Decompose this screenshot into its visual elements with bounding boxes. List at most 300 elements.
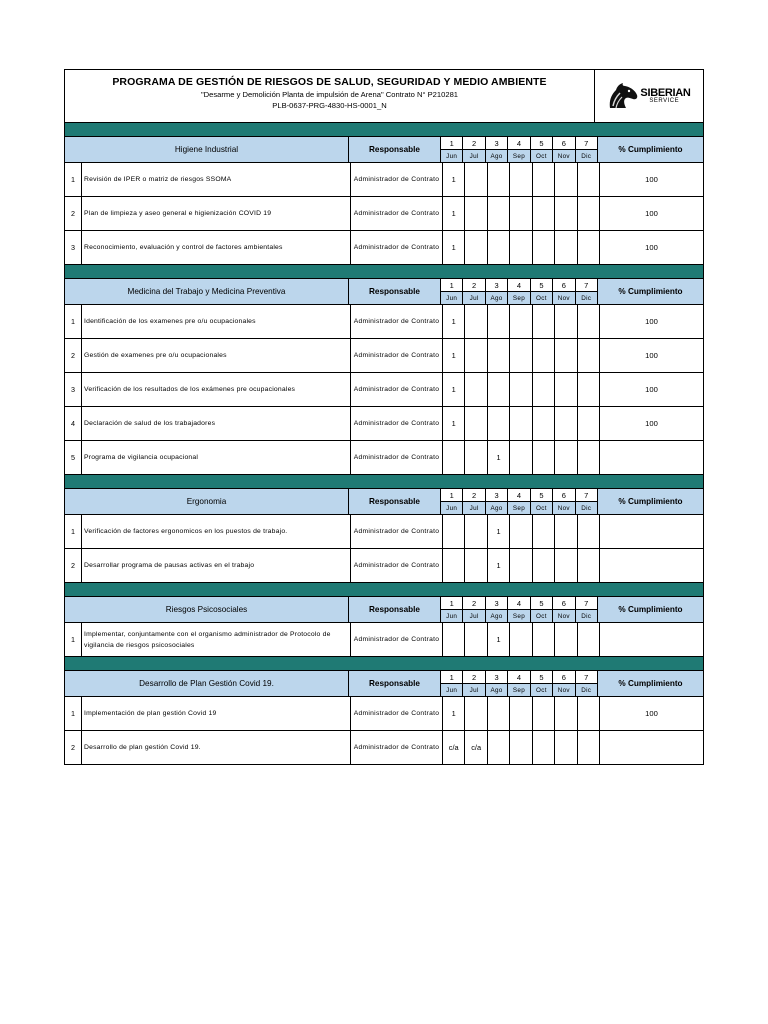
responsable-cell: Administrador de Contrato: [351, 515, 443, 548]
month-name: Jun: [446, 504, 458, 512]
section-header-row: [65, 137, 703, 163]
month-cell: [533, 515, 555, 548]
month-cell: [533, 339, 555, 372]
row-number: 1: [65, 163, 82, 196]
month-name: Ago: [490, 504, 503, 512]
task-description: Revisión de IPER o matriz de riesgos SSOMA: [82, 163, 351, 196]
month-cell: 1: [443, 305, 465, 338]
table-row: [65, 623, 703, 657]
month-name: Jul: [469, 686, 479, 694]
task-description: Implementar, conjuntamente con el organismo administrador de Protocolo de vigilancia de riesgos psicosociales: [82, 623, 351, 656]
header-text-block: [65, 70, 595, 122]
month-cell: [488, 407, 510, 440]
section-header-row: [65, 279, 703, 305]
cumplimiento-cell: [600, 731, 703, 764]
document-subtitle: "Desarme y Demolición Planta de impulsión de Arena" Contrato N° P210281: [200, 90, 459, 99]
table-row: [65, 441, 703, 475]
cumplimiento-cell: [600, 623, 703, 656]
month-name: Sep: [512, 686, 526, 694]
row-number: 2: [65, 197, 82, 230]
month-column-header: [486, 671, 508, 696]
month-cell: [533, 231, 555, 264]
month-number: 4: [508, 671, 529, 684]
section-divider-band: [65, 475, 703, 489]
month-cell: [488, 731, 510, 764]
month-cell: [555, 441, 577, 474]
month-cell: [510, 163, 532, 196]
month-cell: [510, 441, 532, 474]
section-title: Desarrollo de Plan Gestión Covid 19.: [65, 671, 349, 696]
task-description: Declaración de salud de los trabajadores: [82, 407, 351, 440]
cumplimiento-cell: 100: [645, 351, 658, 360]
month-number: 6: [553, 597, 574, 610]
month-cell: [533, 441, 555, 474]
month-name: Oct: [536, 686, 547, 694]
month-number: 2: [463, 671, 484, 684]
month-column-header: [486, 279, 508, 304]
table-row: [65, 163, 703, 197]
sections-container: [65, 123, 703, 764]
month-cell: [533, 197, 555, 230]
month-column-header: [531, 597, 553, 622]
section-header-row: [65, 597, 703, 623]
month-cell: [465, 697, 487, 730]
cumplimiento-cell: 100: [645, 419, 658, 428]
section-header-row: [65, 489, 703, 515]
month-cell: [510, 515, 532, 548]
month-cells: [443, 441, 600, 474]
month-number: 1: [441, 137, 462, 150]
table-row: [65, 731, 703, 764]
month-name: Oct: [536, 504, 547, 512]
month-cell: [578, 407, 599, 440]
month-cell: [533, 373, 555, 406]
month-cell: 1: [443, 407, 465, 440]
month-number: 6: [553, 279, 574, 292]
row-number: 1: [65, 623, 82, 656]
month-cell: [533, 697, 555, 730]
month-cell: [578, 623, 599, 656]
month-number: 3: [486, 137, 507, 150]
month-number: 1: [441, 279, 462, 292]
month-cell: [510, 697, 532, 730]
month-column-header: [576, 279, 597, 304]
month-cell: [488, 305, 510, 338]
responsable-cell: Administrador de Contrato: [351, 731, 443, 764]
month-column-header: [463, 279, 485, 304]
responsable-header: Responsable: [349, 489, 441, 514]
table-row: [65, 231, 703, 265]
month-cell: 1: [443, 163, 465, 196]
responsable-cell: Administrador de Contrato: [351, 163, 443, 196]
logo-subtext: SERVICE: [649, 97, 680, 104]
month-column-header: [441, 279, 463, 304]
month-name: Dic: [581, 504, 592, 512]
cumplimiento-cell: 100: [645, 709, 658, 718]
row-number: 4: [65, 407, 82, 440]
month-cell: [578, 231, 599, 264]
task-description: Reconocimiento, evaluación y control de factores ambientales: [82, 231, 351, 264]
section-title: Riesgos Psicosociales: [65, 597, 349, 622]
month-number: 4: [508, 597, 529, 610]
month-number: 5: [531, 489, 552, 502]
month-name: Sep: [512, 294, 526, 302]
month-cell: [533, 549, 555, 582]
month-name: Jul: [469, 504, 479, 512]
month-cells: [443, 305, 600, 338]
month-cell: 1: [443, 697, 465, 730]
responsable-cell: Administrador de Contrato: [351, 697, 443, 730]
month-column-header: [531, 137, 553, 162]
month-name: Oct: [536, 612, 547, 620]
month-column-header: [576, 671, 597, 696]
month-number: 7: [576, 671, 597, 684]
month-cell: [555, 305, 577, 338]
table-row: [65, 197, 703, 231]
responsable-cell: Administrador de Contrato: [351, 373, 443, 406]
month-name: Dic: [581, 612, 592, 620]
month-name: Ago: [490, 612, 503, 620]
month-number: 2: [463, 279, 484, 292]
row-number: 3: [65, 373, 82, 406]
logo-wordmark: SIBERIAN: [640, 86, 691, 99]
month-cells: [443, 163, 600, 196]
month-number: 5: [531, 597, 552, 610]
month-name: Nov: [557, 294, 570, 302]
month-number: 2: [463, 489, 484, 502]
month-name: Jun: [446, 686, 458, 694]
cumplimiento-cell: 100: [645, 385, 658, 394]
responsable-header: Responsable: [349, 137, 441, 162]
cumplimiento-header: % Cumplimiento: [618, 679, 683, 688]
responsable-cell: Administrador de Contrato: [351, 623, 443, 656]
month-name: Dic: [581, 152, 592, 160]
month-column-header: [486, 137, 508, 162]
month-column-header: [508, 489, 530, 514]
month-cell: 1: [488, 441, 510, 474]
month-column-header: [441, 137, 463, 162]
month-name: Jul: [469, 294, 479, 302]
month-name: Sep: [512, 504, 526, 512]
month-cell: [465, 549, 487, 582]
month-cells: [443, 197, 600, 230]
month-column-header: [553, 489, 575, 514]
month-cell: [443, 549, 465, 582]
cumplimiento-cell: 100: [645, 209, 658, 218]
months-header: [441, 137, 598, 162]
cumplimiento-header: % Cumplimiento: [618, 497, 683, 506]
month-cell: [465, 441, 487, 474]
month-number: 1: [441, 671, 462, 684]
task-description: Desarrollar programa de pausas activas en el trabajo: [82, 549, 351, 582]
table-row: [65, 373, 703, 407]
document-code: PLB-0637-PRG-4830-HS-0001_N: [272, 101, 387, 110]
month-name: Jun: [446, 294, 458, 302]
month-number: 5: [531, 137, 552, 150]
month-number: 6: [553, 489, 574, 502]
month-cell: [555, 731, 577, 764]
month-cell: [465, 197, 487, 230]
row-number: 1: [65, 305, 82, 338]
month-cell: [555, 515, 577, 548]
month-cells: [443, 623, 600, 656]
horse-head-icon: [607, 81, 639, 111]
month-number: 3: [486, 489, 507, 502]
month-cell: 1: [443, 339, 465, 372]
month-name: Ago: [490, 294, 503, 302]
month-name: Jun: [446, 152, 458, 160]
task-description: Plan de limpieza y aseo general e higienización COVID 19: [82, 197, 351, 230]
month-cell: [555, 339, 577, 372]
month-cells: [443, 731, 600, 764]
month-cell: [488, 197, 510, 230]
section-title: Ergonomia: [65, 489, 349, 514]
month-cell: 1: [488, 623, 510, 656]
month-name: Jul: [469, 612, 479, 620]
month-cells: [443, 231, 600, 264]
month-name: Oct: [536, 152, 547, 160]
month-column-header: [576, 137, 597, 162]
month-cells: [443, 339, 600, 372]
row-number: 1: [65, 515, 82, 548]
section-title: Medicina del Trabajo y Medicina Preventiva: [65, 279, 349, 304]
company-logo: [595, 70, 703, 122]
row-number: 2: [65, 731, 82, 764]
month-column-header: [441, 671, 463, 696]
month-cells: [443, 515, 600, 548]
month-name: Sep: [512, 612, 526, 620]
month-number: 4: [508, 137, 529, 150]
month-number: 3: [486, 279, 507, 292]
months-header: [441, 489, 598, 514]
month-column-header: [441, 489, 463, 514]
month-cell: [510, 623, 532, 656]
month-cell: [578, 197, 599, 230]
responsable-header: Responsable: [349, 597, 441, 622]
month-column-header: [463, 671, 485, 696]
cumplimiento-header: % Cumplimiento: [618, 287, 683, 296]
months-header: [441, 597, 598, 622]
responsable-cell: Administrador de Contrato: [351, 339, 443, 372]
month-number: 5: [531, 279, 552, 292]
month-cell: [555, 697, 577, 730]
month-name: Sep: [512, 152, 526, 160]
month-column-header: [463, 597, 485, 622]
month-cell: [443, 441, 465, 474]
month-cell: [465, 623, 487, 656]
month-cell: [555, 231, 577, 264]
task-description: Implementación de plan gestión Covid 19: [82, 697, 351, 730]
cumplimiento-cell: 100: [645, 317, 658, 326]
cumplimiento-header: % Cumplimiento: [618, 605, 683, 614]
row-number: 1: [65, 697, 82, 730]
month-number: 4: [508, 279, 529, 292]
task-description: Gestión de examenes pre o/u ocupacionales: [82, 339, 351, 372]
month-cell: [443, 623, 465, 656]
responsable-header: Responsable: [349, 279, 441, 304]
section-divider-band: [65, 123, 703, 137]
table-row: [65, 697, 703, 731]
section-divider-band: [65, 583, 703, 597]
months-header: [441, 279, 598, 304]
responsable-cell: Administrador de Contrato: [351, 549, 443, 582]
month-column-header: [553, 671, 575, 696]
month-cell: [555, 163, 577, 196]
month-cell: [465, 373, 487, 406]
month-cell: [488, 697, 510, 730]
table-row: [65, 305, 703, 339]
month-column-header: [486, 489, 508, 514]
month-name: Dic: [581, 686, 592, 694]
cumplimiento-cell: [600, 441, 703, 474]
month-cell: [510, 407, 532, 440]
month-cell: [578, 441, 599, 474]
month-name: Ago: [490, 686, 503, 694]
month-cell: [510, 197, 532, 230]
month-cell: [533, 623, 555, 656]
month-cell: [578, 305, 599, 338]
cumplimiento-cell: [600, 515, 703, 548]
month-cell: [510, 549, 532, 582]
month-cell: [465, 339, 487, 372]
month-column-header: [441, 597, 463, 622]
month-cell: [443, 515, 465, 548]
month-cell: [533, 305, 555, 338]
month-cell: [555, 549, 577, 582]
month-cell: [555, 407, 577, 440]
document-title: PROGRAMA DE GESTIÓN DE RIESGOS DE SALUD, SEGURIDAD Y MEDIO AMBIENTE: [112, 76, 547, 88]
row-number: 3: [65, 231, 82, 264]
month-column-header: [463, 137, 485, 162]
row-number: 2: [65, 549, 82, 582]
month-column-header: [531, 279, 553, 304]
responsable-cell: Administrador de Contrato: [351, 197, 443, 230]
month-cell: [465, 163, 487, 196]
month-column-header: [553, 597, 575, 622]
month-number: 1: [441, 489, 462, 502]
month-cell: [555, 623, 577, 656]
month-cell: [578, 731, 599, 764]
month-cell: [488, 373, 510, 406]
month-number: 7: [576, 489, 597, 502]
month-cell: [488, 339, 510, 372]
month-cells: [443, 697, 600, 730]
month-cell: [465, 231, 487, 264]
month-cell: [465, 305, 487, 338]
row-number: 5: [65, 441, 82, 474]
month-name: Ago: [490, 152, 503, 160]
month-column-header: [508, 279, 530, 304]
table-row: [65, 407, 703, 441]
month-cells: [443, 407, 600, 440]
month-number: 2: [463, 597, 484, 610]
month-column-header: [508, 137, 530, 162]
document-header: [65, 70, 703, 123]
month-name: Nov: [557, 504, 570, 512]
month-cell: [533, 163, 555, 196]
month-cell: 1: [443, 373, 465, 406]
month-cell: [488, 231, 510, 264]
month-column-header: [508, 597, 530, 622]
month-cell: 1: [488, 515, 510, 548]
month-cell: [578, 339, 599, 372]
month-number: 2: [463, 137, 484, 150]
month-cell: 1: [488, 549, 510, 582]
month-cell: [510, 373, 532, 406]
month-cell: [533, 731, 555, 764]
month-column-header: [463, 489, 485, 514]
month-cell: [465, 407, 487, 440]
month-cell: [578, 697, 599, 730]
month-cells: [443, 373, 600, 406]
month-column-header: [553, 279, 575, 304]
month-number: 7: [576, 137, 597, 150]
month-cell: [578, 515, 599, 548]
month-column-header: [553, 137, 575, 162]
row-number: 2: [65, 339, 82, 372]
month-column-header: [531, 671, 553, 696]
task-description: Verificación de factores ergonomicos en los puestos de trabajo.: [82, 515, 351, 548]
responsable-header: Responsable: [349, 671, 441, 696]
month-cell: c/a: [465, 731, 487, 764]
month-cells: [443, 549, 600, 582]
month-name: Nov: [557, 686, 570, 694]
month-cell: c/a: [443, 731, 465, 764]
task-description: Identificación de los examenes pre o/u ocupacionales: [82, 305, 351, 338]
section-divider-band: [65, 265, 703, 279]
cumplimiento-cell: 100: [645, 243, 658, 252]
cumplimiento-header: % Cumplimiento: [618, 145, 683, 154]
month-cell: [578, 373, 599, 406]
month-name: Dic: [581, 294, 592, 302]
month-cell: [578, 163, 599, 196]
section-title: Higiene Industrial: [65, 137, 349, 162]
month-number: 4: [508, 489, 529, 502]
section-header-row: [65, 671, 703, 697]
table-row: [65, 549, 703, 583]
month-cell: [555, 373, 577, 406]
month-number: 7: [576, 279, 597, 292]
cumplimiento-cell: [600, 549, 703, 582]
month-name: Jun: [446, 612, 458, 620]
month-column-header: [576, 597, 597, 622]
month-cell: 1: [443, 197, 465, 230]
task-description: Verificación de los resultados de los exámenes pre ocupacionales: [82, 373, 351, 406]
month-column-header: [576, 489, 597, 514]
month-number: 1: [441, 597, 462, 610]
table-row: [65, 515, 703, 549]
month-cell: [510, 305, 532, 338]
table-row: [65, 339, 703, 373]
responsable-cell: Administrador de Contrato: [351, 441, 443, 474]
month-cell: [510, 231, 532, 264]
month-cell: [510, 339, 532, 372]
month-number: 6: [553, 671, 574, 684]
month-cell: [510, 731, 532, 764]
month-cell: [533, 407, 555, 440]
month-cell: [488, 163, 510, 196]
month-cell: [578, 549, 599, 582]
responsable-cell: Administrador de Contrato: [351, 305, 443, 338]
cumplimiento-cell: 100: [645, 175, 658, 184]
month-name: Nov: [557, 152, 570, 160]
month-number: 6: [553, 137, 574, 150]
program-sheet: [64, 69, 704, 765]
month-column-header: [486, 597, 508, 622]
months-header: [441, 671, 598, 696]
month-number: 3: [486, 671, 507, 684]
month-number: 5: [531, 671, 552, 684]
